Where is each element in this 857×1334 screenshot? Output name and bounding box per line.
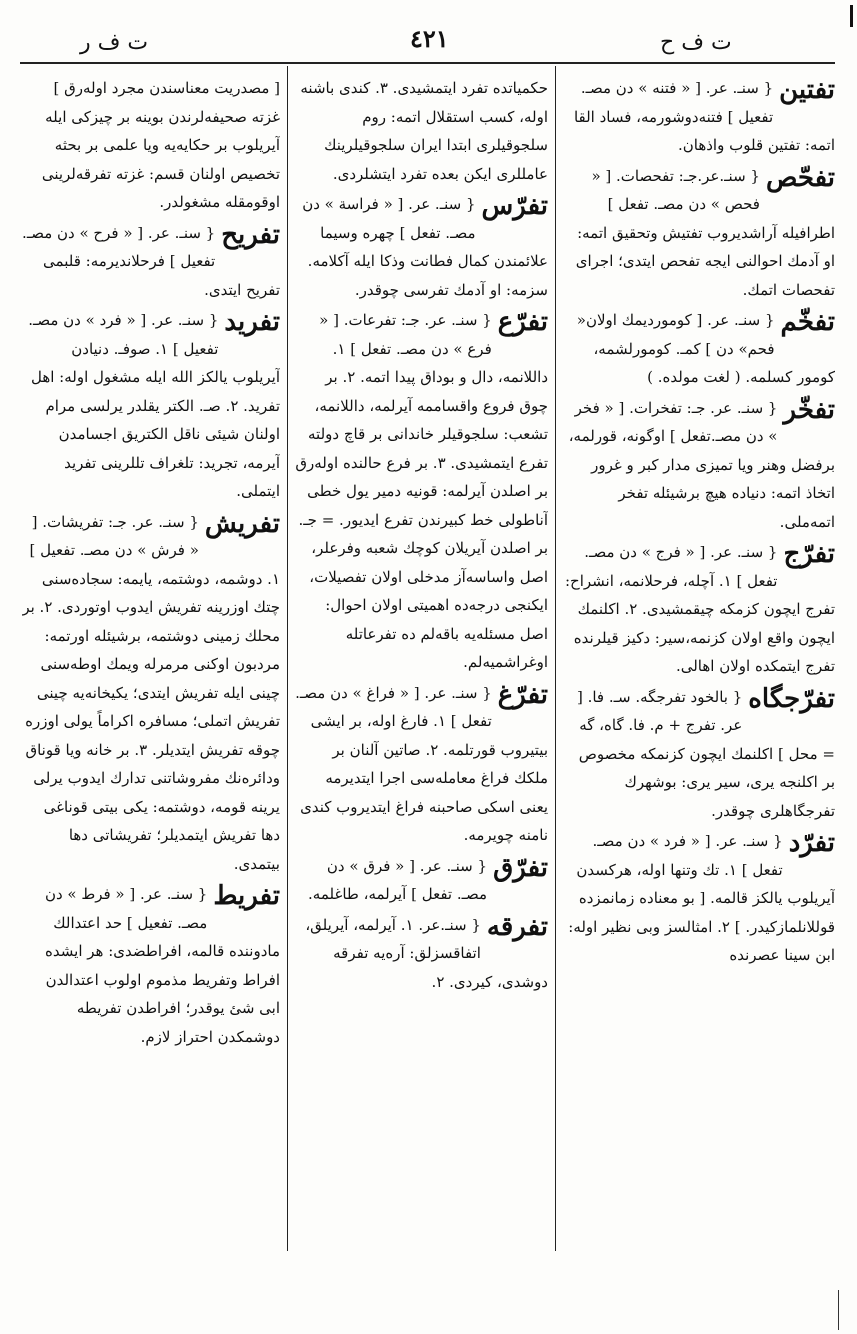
dictionary-entry (294, 306, 548, 677)
definition: { سنـ. عر. جـ: تفخرات. [ « فخر » دن مصـ.تفعل ] اوگونه، قورلمه، برفضل وهنر ويا تميزى مدار كبر و غرور اتخاذ اتمه: دنياده هيچ برشيئله تفخر اتمه‌ملى. (568, 398, 835, 531)
headword: تفرّجگاه (748, 683, 835, 714)
header-right-letters: ت ف ح (660, 30, 732, 55)
dictionary-entry (294, 679, 548, 850)
definition: { سنـ.عر. ١. آيرلمه، آيريلق، اتفاقسزلق: آره‌يه تفرقه دوشدى، كيردى. ٢. (305, 915, 548, 991)
dictionary-entry (563, 162, 835, 305)
definition: { سنـ. عر. [ « فراسة » دن مصـ. تفعل ] چهره وسيما علائمندن كمال فطانت وذكا ايله آكلامه. سزمه: او آدمك تفرسى چوقدر. (302, 195, 548, 299)
headword: تفرقه (486, 911, 548, 942)
column-right (563, 74, 835, 1254)
dictionary-entry (563, 306, 835, 392)
definition: { سنـ. عر. [ « فرق » دن مصـ. تفعل ] آيرلمه، طاغلمه. (308, 856, 488, 903)
definition: { سنـ. عر. [ « فرح » دن مصـ. تفعيل ] فرحلانديرمه: قلبمى تفريح ايتدى. (22, 223, 280, 299)
column-divider-left (287, 66, 288, 1251)
definition: { سنـ. عر. [ « فرط » دن مصـ. تفعيل ] حد اعتدالك مادوننده قالمه، افراطضدى: هر ايشده افراط وتفريط مذموم اولوب اعتدالدن ابى شئ يوقدر؛ افراطدن تفريطه دوشمكدن احتراز لازم. (44, 885, 280, 1046)
header-left-letters: ت ف ر (80, 30, 149, 55)
headword: تفريط (213, 881, 280, 911)
definition: { سنـ. عر. [ « فراغ » دن مصـ. تفعل ] ١. فارغ اوله، بر ايشى بيتيروب قورتلمه. ٢. صاتين آلنان بر ملكك فراغ معامله‌سى اجرا ايتديرمه يعنى اسكى صاحبنه فراغ ايتديروب كندى نامنه چويرمه. (295, 683, 548, 844)
headword: تفرّج (783, 539, 835, 569)
page-header (20, 22, 835, 66)
dictionary-entry (563, 538, 835, 681)
headword: تفرّد (788, 828, 835, 858)
headword: تفحّص (765, 162, 835, 193)
page-number: ٤٢١ (410, 24, 449, 53)
page-edge-line (838, 1290, 839, 1330)
header-rule (20, 62, 835, 64)
definition: { سنـ. عر. [ « فتنه » دن مصـ. تفعيل ] فتنه‌دوشورمه، فساد القا اتمه: تفتين قلوب واذهان. (573, 79, 835, 154)
dictionary-entry (294, 852, 548, 909)
page-edge-mark (850, 5, 853, 27)
dictionary-entry (294, 190, 548, 304)
dictionary-entry (294, 74, 548, 188)
definition: حكمياتده تفرد ايتمشيدى. ٣. كندى باشنه اوله، كسب استقلال اتمه: روم سلجوقيلرى ابتدا ايران سلجوقيلرينك عامللرى ايكن بعده تفرد ايتشلردى. (300, 79, 548, 183)
definition: [ مصدريت معناسندن مجرد اوله‌رق ] غزته صحيفه‌لرندن بوينه بر چيزكى ايله آيريلوب بر حكايه‌يه ويا علمى بر بحثه تخصيص اولنان قسم: غزته تفرقه‌لرينى اوقومقله مشغولدر. (41, 79, 280, 211)
dictionary-entry (563, 74, 835, 160)
definition: { بالخود تفرجگه. سـ. فا. [ عر. تفرج + م. فا. گاه، گه = محل ] اكلنمك ايچون كزنمكه مخصوص بر اكلنجه يرى، سير يرى: بوشهرك تفرجگاهلرى چوقدر. (576, 687, 835, 820)
definition: { سنـ. عر. [ « فرج » دن مصـ. تفعل ] ١. آچله، فرحلانمه، انشراح: تفرج ايچون كزمكه چيقمشيدى. ٢. اكلنمك ايچون واقع اولان كزنمه،سير: دكيز قيلرنده تفرج ايتمكده اولان اهالى. (564, 543, 835, 675)
column-left (22, 74, 280, 1254)
definition: { سنـ. عر. [ « فرد » دن مصـ. تفعيل ] ١. صوفـ. دنيادن آيريلوب يالكز الله ايله مشغول اوله: اهل تفريد. ٢. صـ. الكتر يقلدر يرلسى مرام اولنان شيئى ناقل الكتريق اجسامدن آيرمه، تجريد: تلغراف تللرينى تفريد ايتملى. (28, 311, 280, 500)
headword: تفرّق (493, 852, 548, 883)
headword: تفخّم (780, 307, 835, 337)
dictionary-entry (563, 827, 835, 970)
headword: تفتين (779, 75, 835, 105)
dictionary-entry (22, 74, 280, 217)
dictionary-entry (294, 911, 548, 997)
definition: { سنـ. عر. [ كومورديمك اولان« فحم» دن ] كمـ. كومورلشمه، كومور كسلمه. ( لغت مولده. ) (576, 311, 835, 386)
headword: تفرّغ (497, 679, 548, 710)
column-divider-right (555, 66, 556, 1251)
headword: تفخّر (783, 394, 835, 425)
definition: { سنـ. عر. جـ: تفريشات. [ « فرش » دن مصـ. تفعيل ] ١. دوشمه، دوشتمه، يايمه: سجاده‌سنى چتك اوزرينه تفريش ايدوب اوتوردى. ٢. بر محلك زمينى دوشتمه، برشيئله اورتمه: مردبون اوكنى مرمرله ويمك اوطه‌سنى چينى ايله تفريش ايتدى؛ يكيخانه‌يه چينى تفريش اتملى؛ مسافره اكراماً يولى اوزره چوقه تفريش ايتديلر. ٣. بر خانه ويا قوناق ودائره‌نك مفروشاتنى تدارك ايدوب يرلى يرينه قومه، دوشتمه: يكى بيتى قوناغى دها تفريش ايتمديلر؛ تفريشاتى دها بيتمدى. (22, 512, 280, 873)
headword: تفرّع (497, 307, 548, 337)
dictionary-entry (22, 508, 280, 879)
definition: { سنـ.عر.جـ: تفحصات. [ « فحص » دن مصـ. تفعل ] اطرافيله آراشديروب تفتيش وتحقيق اتمه: او آدمك احوالنى ايجه تفحص ايتدى؛ اجراى تفحصات اتمك. (575, 166, 835, 299)
dictionary-entry (22, 306, 280, 506)
definition: { سنـ. عر. جـ: تفرعات. [ « فرع » دن مصـ. تفعل ] ١. داللانمه، دال و بوداق پيدا اتمه. ٢. بر چوق فروع واقساممه آيرلمه، داللانمه، تشعب: سلجوقيلر خاندانى بر قاچ دولته تفرع ايتمشيدى. ٣. بر فرع حالنده اوله‌رق بر اصلدن آيرلمه: قونيه دمير يول خطى آناطولى خط كبيرندن تفرع ايديور. = جـ. بر اصلدن آيريلان كوچك شعبه وفرعلر، اصل واساسه‌آز مدخلى اولان تفصيلات، ايكنجى درجه‌ده اهميتى اولان احوال: اصل مسئله‌يه باقه‌لم ده تفرعاتله اوغراشميه‌لم. (295, 311, 548, 671)
headword: تفريح (221, 219, 280, 250)
headword: تفرّس (481, 191, 548, 221)
dictionary-entry (563, 683, 835, 826)
definition: { سنـ. عر. [ « فرد » دن مصـ. تفعل ] ١. تك وتنها اوله، هركسدن آيريلوب يالكز قالمه. [ بو معناده زمانمزده قوللانلمازكيدر. ] ٢. امثالسز وبى نظير اوله: ابن سينا عصرنده (568, 832, 835, 964)
column-middle (294, 74, 548, 1254)
dictionary-entry (22, 219, 280, 305)
dictionary-entry (563, 394, 835, 537)
headword: تفريد (224, 307, 280, 337)
headword: تفريش (204, 508, 280, 539)
dictionary-entry (22, 880, 280, 1051)
